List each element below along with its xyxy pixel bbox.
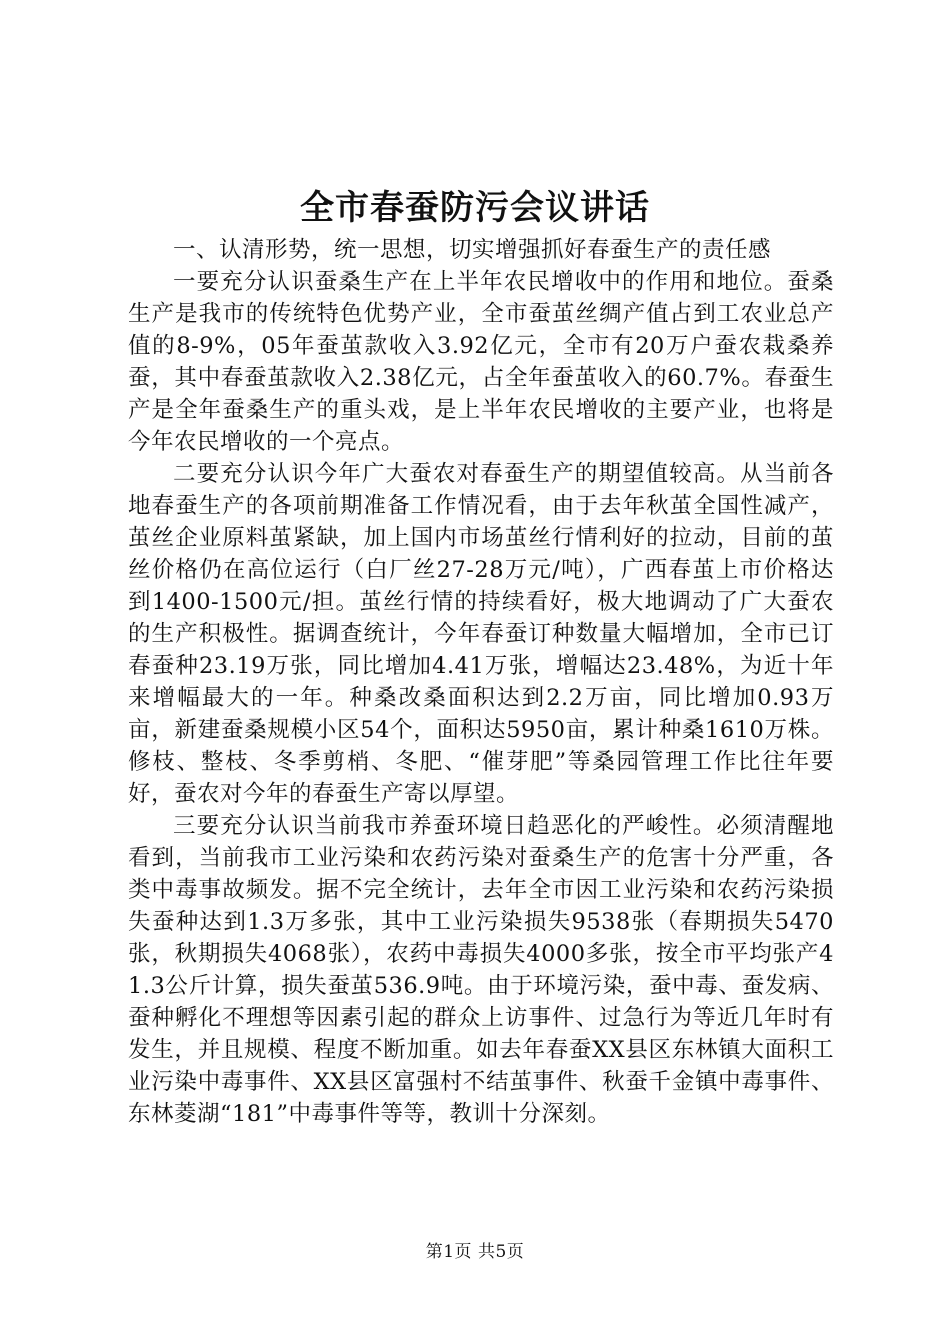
- section-heading: 一、认清形势，统一思想，切实增强抓好春蚕生产的责任感: [173, 237, 772, 263]
- paragraph-1: 一要充分认识蚕桑生产在上半年农民增收中的作用和地位。蚕桑生产是我市的传统特色优势产业，全市蚕茧丝绸产值占到工农业总产值的8-9%，05年蚕茧款收入3.92亿元，全市有20万户蚕农栽桑养蚕，其中春蚕茧款收入2.38亿元，占全年蚕茧收入的60.7%。春蚕生产是全年蚕桑生产的重头戏，是上半年农民增收的主要产业，也将是今年农民增收的一个亮点。: [128, 269, 834, 455]
- document-title: 全市春蚕防污会议讲话: [300, 188, 650, 228]
- page-footer: 第1页 共5页: [425, 1242, 525, 1262]
- paragraph-3: 三要充分认识当前我市养蚕环境日趋恶化的严峻性。必须清醒地看到，当前我市工业污染和农药污染对蚕桑生产的危害十分严重，各类中毒事故频发。据不完全统计，去年全市因工业污染和农药污染损失蚕种达到1.3万多张，其中工业污染损失9538张（春期损失5470张，秋期损失4068张），农药中毒损失4000多张，按全市平均张产41.3公斤计算，损失蚕茧536.9吨。由于环境污染，蚕中毒、蚕发病、蚕种孵化不理想等因素引起的群众上访事件、过急行为等近几年时有发生，并且规模、程度不断加重。如去年春蚕XX县区东林镇大面积工业污染中毒事件、XX县区富强村不结茧事件、秋蚕千金镇中毒事件、东林菱湖“181”中毒事件等等，教训十分深刻。: [128, 813, 834, 1127]
- document-body: [128, 234, 834, 1130]
- paragraph-2: 二要充分认识今年广大蚕农对春蚕生产的期望值较高。从当前各地春蚕生产的各项前期准备工作情况看，由于去年秋茧全国性减产，茧丝企业原料茧紧缺，加上国内市场茧丝行情利好的拉动，目前的茧丝价格仍在高位运行（白厂丝27-28万元/吨），广西春茧上市价格达到1400-1500元/担。茧丝行情的持续看好，极大地调动了广大蚕农的生产积极性。据调查统计，今年春蚕订种数量大幅增加，全市已订春蚕种23.19万张，同比增加4.41万张，增幅达23.48%，为近十年来增幅最大的一年。种桑改桑面积达到2.2万亩，同比增加0.93万亩，新建蚕桑规模小区54个，面积达5950亩，累计种桑1610万株。修枝、整枝、冬季剪梢、冬肥、“催芽肥”等桑园管理工作比往年要好，蚕农对今年的春蚕生产寄以厚望。: [128, 461, 834, 807]
